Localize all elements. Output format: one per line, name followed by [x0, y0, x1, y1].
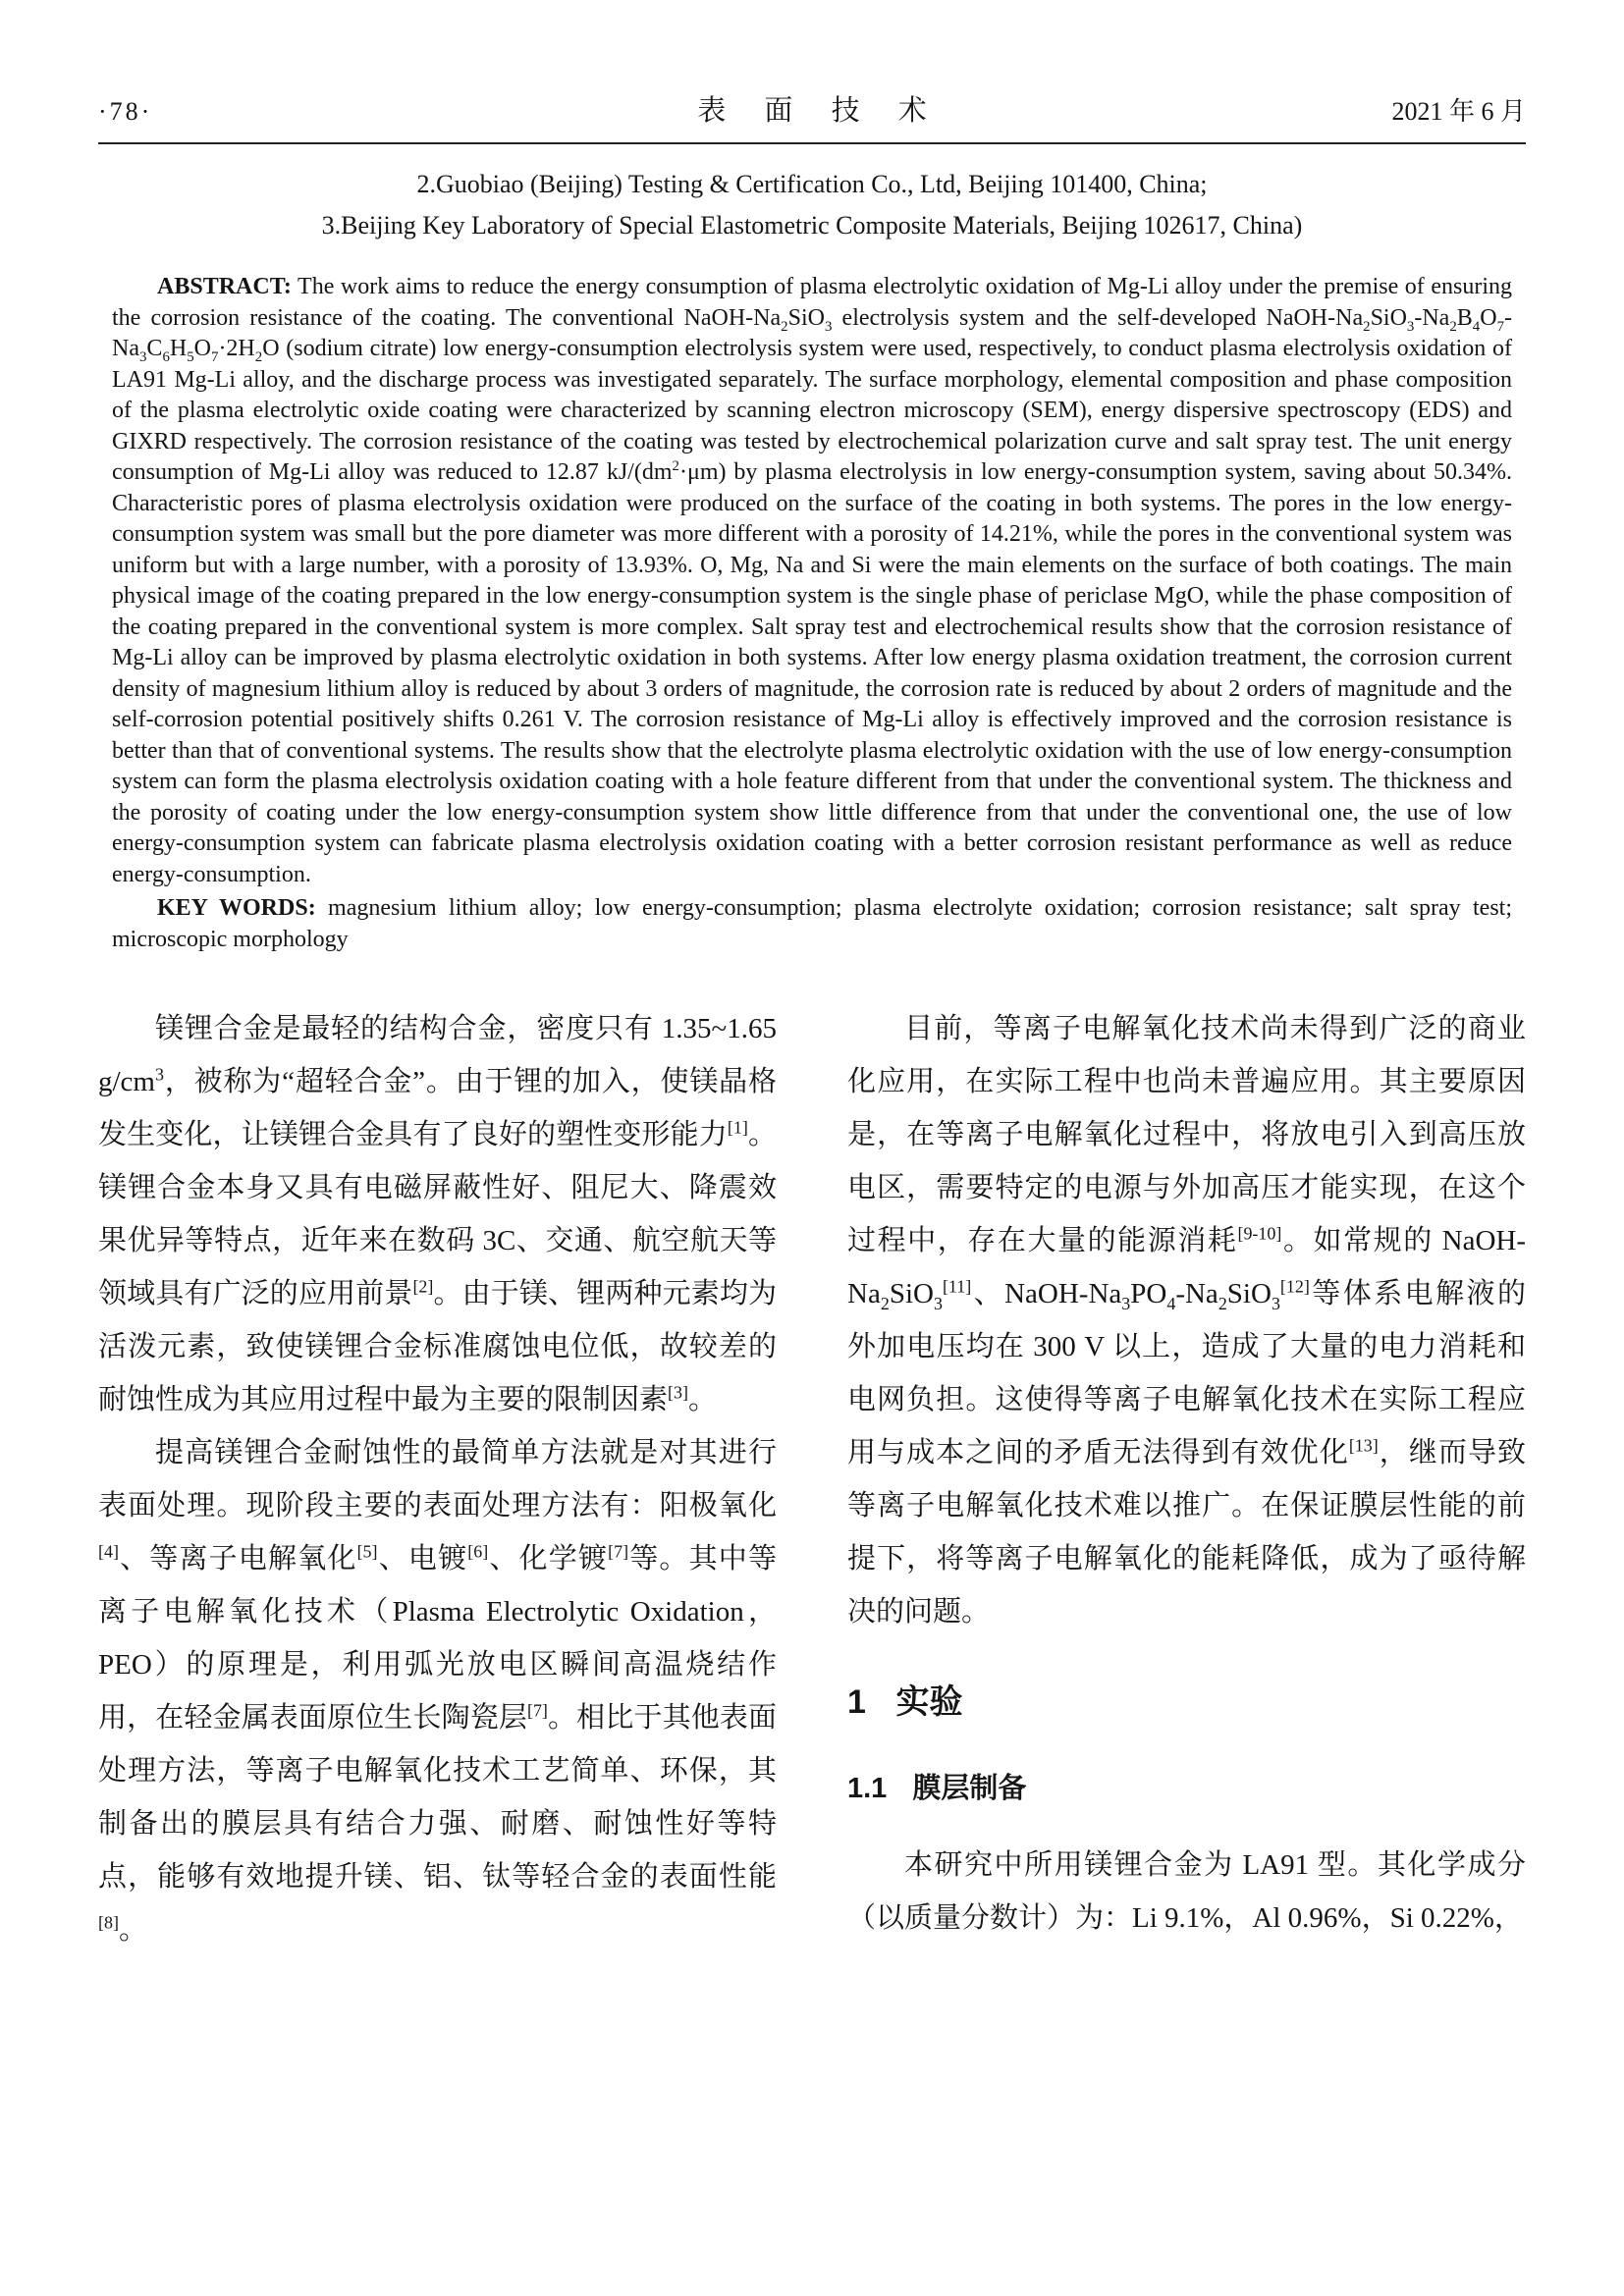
page-number: ·78· [98, 97, 153, 126]
affiliations-block [98, 164, 1526, 246]
intro-paragraph-3: 目前，等离子电解氧化技术尚未得到广泛的商业化应用，在实际工程中也尚未普遍应用。其主要原因是，在等离子电解氧化过程中，将放电引入到高压放电区，需要特定的电源与外加高压才能实现，在这个过程中，存在大量的能源消耗[9-10]。如常规的 NaOH-$Na_2SiO_3[11]$、NaOH-$Na_3PO_4-Na_2SiO_3[12]$等体系电解液的外加电压均在 300 V 以上，造成了大量的电力消耗和电网负担。这使得等离子电解氧化技术在实际工程应用与成本之间的矛盾无法得到有效优化[13]，继而导致等离子电解氧化技术难以推广。在保证膜层性能的前提下，将等离子电解氧化的能耗降低，成为了亟待解决的问题。 [847, 1013, 1526, 1628]
section-1-1-number: 1.1 [847, 1773, 888, 1804]
keywords-paragraph [112, 893, 1512, 955]
section-1-1-title: 膜层制备 [912, 1773, 1027, 1804]
issue-date: 2021 年 6 月 [1391, 97, 1526, 126]
right-column [847, 1002, 1526, 1956]
abstract-block [112, 272, 1512, 955]
experiment-paragraph-1: 本研究中所用镁锂合金为 LA91 型。其化学成分（以质量分数计）为：Li 9.1%，Al 0.96%，Si 0.22%， [847, 1849, 1526, 1934]
section-1-1-heading [847, 1762, 1526, 1815]
body-columns [98, 1002, 1526, 1956]
page-header [98, 88, 1526, 129]
abstract-paragraph [112, 272, 1512, 890]
keywords-label: KEY WORDS: [157, 895, 316, 921]
keywords-text: magnesium lithium alloy; low energy-consumption; plasma electrolyte oxidation; corrosion resistance; salt spray test; microscopic morphology [112, 895, 1513, 952]
intro-paragraph-1: 镁锂合金是最轻的结构合金，密度只有 1.35~1.65 $g/cm^3$，被称为“超轻合金”。由于锂的加入，使镁晶格发生变化，让镁锂合金具有了良好的塑性变形能力[1]。镁锂合金本身又具有电磁屏蔽性好、阻尼大、降震效果优异等特点，近年来在数码 3C、交通、航空航天等领域具有广泛的应用前景[2]。由于镁、锂两种元素均为活泼元素，致使镁锂合金标准腐蚀电位低，故较差的耐蚀性成为其应用过程中最为主要的限制因素[3]。 [98, 1013, 777, 1415]
affiliation-line-2: 2.Guobiao (Beijing) Testing & Certification Co., Ltd, Beijing 101400, China; [416, 170, 1208, 198]
intro-paragraph-2: 提高镁锂合金耐蚀性的最简单方法就是对其进行表面处理。现阶段主要的表面处理方法有：阳极氧化[4]、等离子电解氧化[5]、电镀[6]、化学镀[7]等。其中等离子电解氧化技术（Plasma Electrolytic Oxidation，PEO）的原理是，利用弧光放电区瞬间高温烧结作用，在轻金属表面原位生长陶瓷层[7]。相比于其他表面处理方法，等离子电解氧化技术工艺简单、环保，其制备出的膜层具有结合力强、耐磨、耐蚀性好等特点，能够有效地提升镁、铝、钛等轻合金的表面性能[8]。 [98, 1437, 777, 1946]
section-1-number: 1 [847, 1683, 866, 1721]
header-rule [98, 142, 1526, 144]
abstract-text: The work aims to reduce the energy consumption of plasma electrolytic oxidation of Mg-Li alloy under the premise of ensuring the corrosion resistance of the coating. The conventional NaOH-$Na_2SiO_3$ electrolysis system and the self-developed NaOH-$Na_2SiO_3-Na_2B_4O_7-Na_3C_6H_5O_7\cdot 2H_2O$ (sodium citrate) low energy-consumption electrolysis system were used, respectively, to conduct plasma electrolysis oxidation of LA91 Mg-Li alloy, and the discharge process was investigated separately. The surface morphology, elemental composition and phase composition of the plasma electrolytic oxide coating were characterized by scanning electron microscopy (SEM), energy dispersive spectroscopy (EDS) and GIXRD respectively. The corrosion resistance of the coating was tested by electrochemical polarization curve and salt spray test. The unit energy consumption of Mg-Li alloy was reduced to 12.87 $kJ/(dm^2\cdot\mu m)$ by plasma electrolysis in low energy-consumption system, saving about 50.34%. Characteristic pores of plasma electrolysis oxidation were produced on the surface of the coating in both systems. The pores in the low energy-consumption system was small but the pore diameter was more different with a porosity of 14.21%, while the pores in the conventional system was uniform but with a large number, with a porosity of 13.93%. O, Mg, Na and Si were the main elements on the surface of both coatings. The main physical image of the coating prepared in the low energy-consumption system is the single phase of periclase MgO, while the phase composition of the coating prepared in the conventional system is more complex. Salt spray test and electrochemical results show that the corrosion resistance of Mg-Li alloy can be improved by plasma electrolytic oxidation in both systems. After low energy plasma oxidation treatment, the corrosion current density of magnesium lithium alloy is reduced by about 3 orders of magnitude, the corrosion rate is reduced by about 2 orders of magnitude and the self-corrosion potential positively shifts 0.261 V. The corrosion resistance of Mg-Li alloy is effectively improved and the corrosion resistance is better than that of conventional systems. The results show that the electrolyte plasma electrolytic oxidation with the use of low energy-consumption system can form the plasma electrolysis oxidation coating with a hole feature different from that under the conventional system. The thickness and the porosity of coating under the low energy-consumption system show little difference from that under the conventional one, the use of low energy-consumption system can fabricate plasma electrolysis oxidation coating with a better corrosion resistant performance as well as reduce energy-consumption. [112, 274, 1513, 887]
left-column [98, 1002, 777, 1956]
affiliation-line-3: 3.Beijing Key Laboratory of Special Elastometric Composite Materials, Beijing 102617, China) [321, 211, 1303, 240]
journal-title: 表 面 技 术 [697, 95, 943, 127]
abstract-label: ABSTRACT: [157, 274, 292, 299]
section-1-heading [847, 1676, 1526, 1729]
section-1-title: 实验 [895, 1683, 963, 1721]
